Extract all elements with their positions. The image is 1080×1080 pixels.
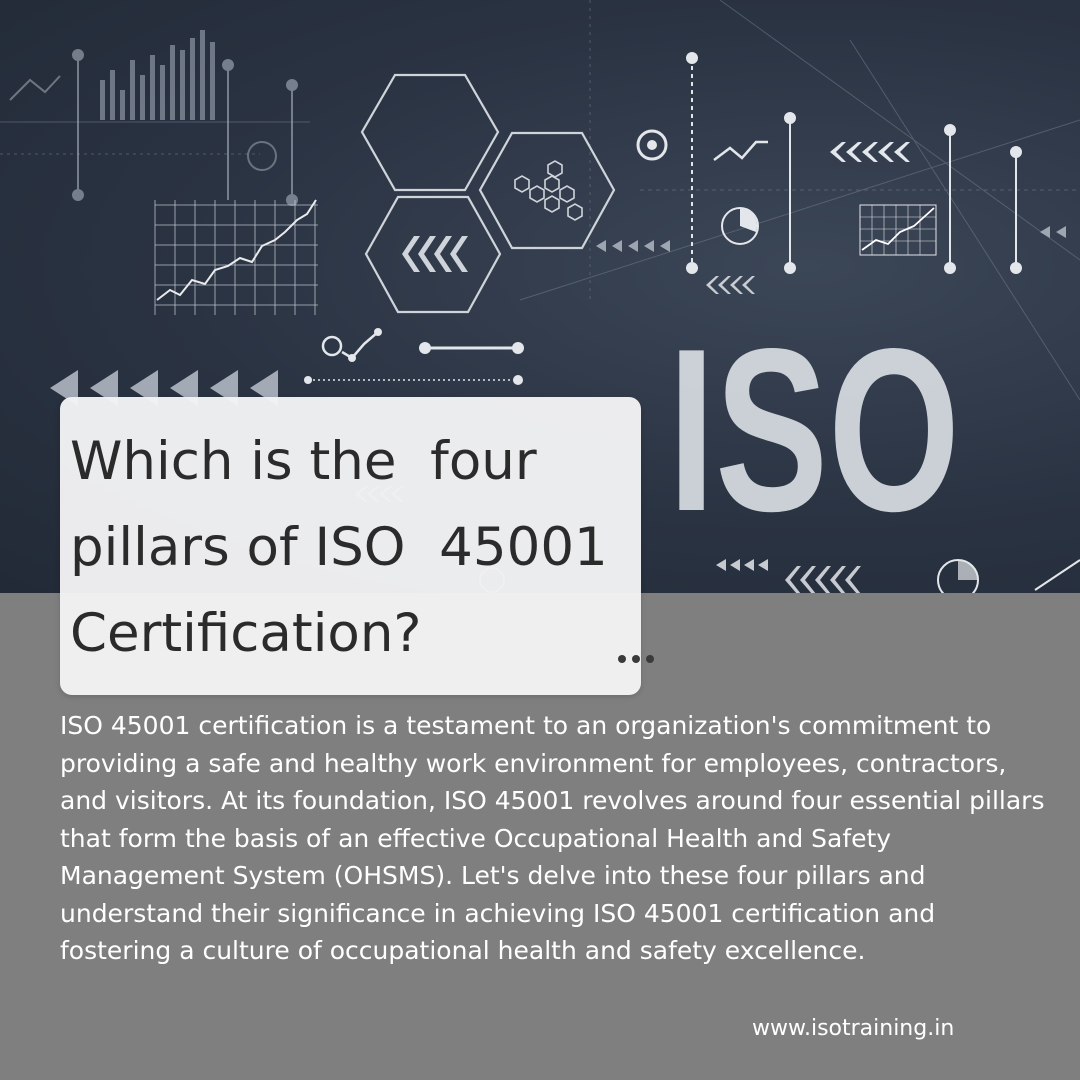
- hexagon-frame: [362, 75, 498, 190]
- description-paragraph: ISO 45001 certification is a testament to an organization's commitment to providing a safe and healthy work environment for employees, contractors, and visitors. At its foundation, ISO 45001 revolves around four essential pillars that form the basis of an effective Occupational Health and Safety Management System (OHSMS). Let's delve into these four pillars and understand their significance in achieving ISO 45001 certification and fostering a culture of occupational health and safety excellence.: [60, 711, 1045, 965]
- iso-headline: ISO: [668, 301, 960, 560]
- dot: [618, 655, 626, 663]
- line-chart-icon: [155, 200, 318, 315]
- chevron-left-icon: [402, 236, 468, 272]
- question-card: [60, 397, 641, 695]
- card-title: Which is the four pillars of ISO 45001 Certification?: [70, 431, 625, 664]
- hexagon-arrows: [366, 197, 500, 312]
- gear-icon: [248, 142, 276, 170]
- website-link[interactable]: www.isotraining.in: [752, 1016, 955, 1041]
- grid-chart-icon: [860, 205, 936, 255]
- ellipsis-icon[interactable]: [618, 655, 654, 665]
- hexagon-network: [480, 133, 614, 248]
- bar-chart-icon: [100, 30, 215, 120]
- dot: [632, 655, 640, 663]
- dot: [646, 655, 654, 663]
